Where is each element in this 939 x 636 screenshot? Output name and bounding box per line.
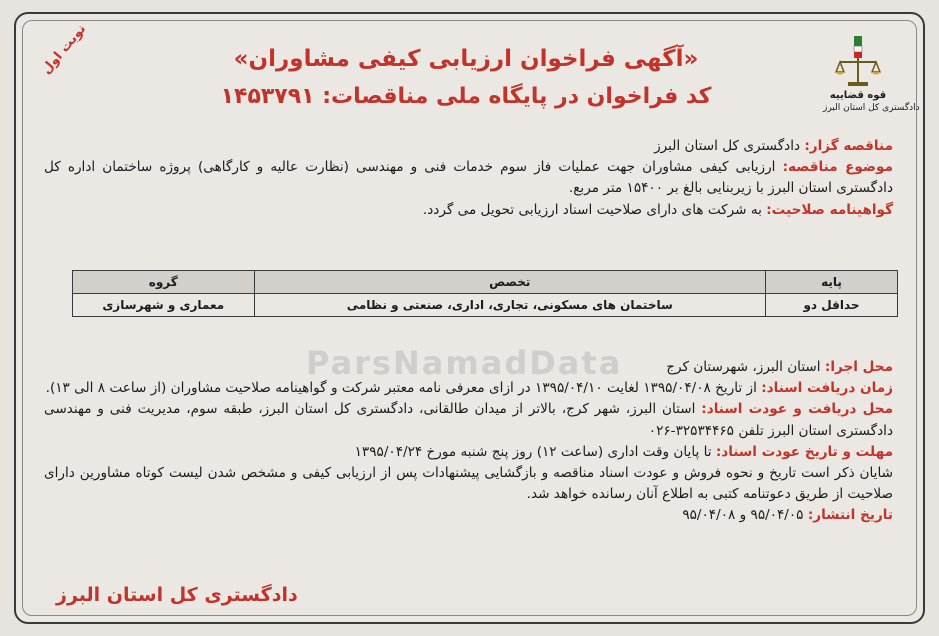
field-value: دادگستری کل استان البرز (654, 138, 805, 154)
table-cell: ساختمان های مسکونی، تجاری، اداری، صنعتی و نظامی (254, 294, 766, 317)
field-value: تا پایان وقت اداری (ساعت ۱۲) روز پنج شنبه مورخ ۱۳۹۵/۰۴/۲۴ (354, 443, 716, 460)
field-label: مهلت و تاریخ عودت اسناد: (715, 443, 893, 460)
table-row (73, 294, 898, 317)
field-location (44, 357, 893, 378)
field-value: استان البرز، شهرستان کرج (666, 359, 825, 375)
publication-turn-badge: نوبت اول (38, 21, 90, 78)
field-value: ۹۵/۰۴/۰۵ و ۹۵/۰۴/۰۸ (682, 507, 808, 524)
tender-details (44, 136, 893, 221)
emblem-line-2: دادگستری کل استان البرز (823, 103, 920, 113)
table-header-row (73, 271, 898, 294)
issuer-signature: دادگستری کل استان البرز (56, 584, 298, 606)
column-header: گروه (73, 271, 255, 294)
field-note (44, 463, 893, 505)
field-receive-place (44, 399, 893, 441)
table-cell: معماری و شهرسازی (73, 294, 255, 317)
field-label: تاریخ انتشار: (807, 507, 893, 524)
field-value: به شرکت های دارای صلاحیت اسناد ارزیابی تحویل می گردد. (422, 201, 767, 218)
table-cell: حداقل دو (766, 294, 898, 317)
field-certificate (44, 200, 893, 221)
field-value: شایان ذکر است تاریخ و نحوه فروش و عودت اسناد مناقصه و بازگشایی پیشنهادات پس از ارزیابی کیفی و مشخص شدن لیست کوتاه مشاورین دارای صلاحیت از طریق دعوتنامه کتبی به اطلاع آنان رسانده خواهد شد. (44, 465, 893, 503)
field-value: ارزیابی کیفی مشاوران جهت عملیات فاز سوم خدمات فنی و مهندسی (نظارت عالیه و کارگاهی) پروژه ساختمان اداره کل دادگستری استان البرز با زیربنایی بالغ بر ۱۵۴۰۰ متر مربع. (44, 159, 893, 197)
tender-terms (44, 357, 893, 527)
advertisement-frame (14, 12, 925, 624)
field-deadline (44, 442, 893, 463)
headline-title: «آگهی فراخوان ارزیابی کیفی مشاوران» (233, 46, 699, 72)
field-value: از تاریخ ۱۳۹۵/۰۴/۰۸ لغایت ۱۳۹۵/۰۴/۱۰ در ازای معرفی نامه معتبر شرکت و گواهینامه صلاحیت مشاوران (از ساعت ۸ الی ۱۳). (45, 380, 762, 397)
field-label: مناقصه گزار: (804, 138, 893, 154)
field-value: استان البرز، شهر کرج، بالاتر از میدان طالقانی، دادگستری کل استان البرز، طبقه سوم، مدیریت فنی و مهندسی دادگستری استان البرز تلفن ۳۲۵۳۴۴۶۵-۰۲۶ (44, 401, 893, 439)
field-label: محل دریافت و عودت اسناد: (701, 401, 893, 418)
column-header: تخصص (254, 271, 766, 294)
column-header: پایه (766, 271, 898, 294)
watermark: ParsNamadData (306, 344, 623, 382)
judiciary-emblem (823, 34, 920, 114)
qualification-table (72, 270, 898, 317)
field-organizer (44, 136, 893, 157)
field-label: گواهینامه صلاحیت: (766, 201, 893, 218)
field-subject (44, 157, 893, 199)
field-label: موضوع مناقصه: (782, 159, 893, 176)
emblem-line-1: قوه قضاییه (829, 90, 887, 101)
scales-of-justice-icon (832, 34, 884, 90)
field-publish-date (44, 505, 893, 526)
headline-code: کد فراخوان در پایگاه ملی مناقصات: ۱۴۵۳۷۹۱ (220, 84, 712, 109)
field-label: محل اجرا: (824, 359, 893, 375)
field-receive-time (44, 378, 893, 399)
field-label: زمان دریافت اسناد: (761, 380, 893, 397)
